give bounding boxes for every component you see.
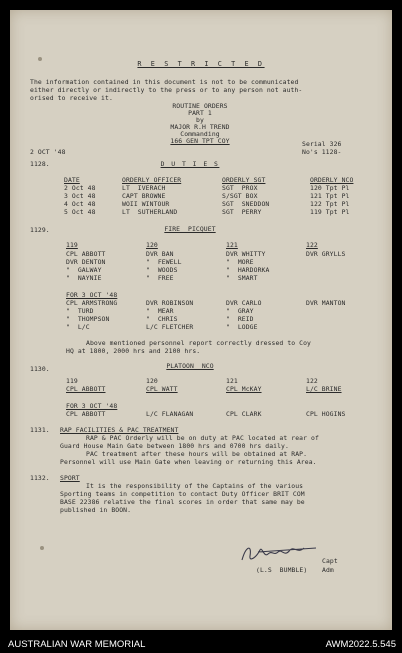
section-title-rap: RAP FACILITIES & PAC TREATMENT — [60, 426, 179, 434]
nco-name: L/C BRINE — [306, 385, 342, 393]
picquet-name: " REID — [226, 315, 254, 323]
picquet-name: " GRAY — [226, 307, 254, 315]
picquet-name: DVR ROBINSON — [146, 299, 194, 307]
nco-name: CPL McKAY — [226, 385, 262, 393]
picquet-name: " FREE — [146, 274, 174, 282]
col-header: ORDERLY NCO — [310, 176, 354, 184]
section-number: 1130. — [30, 365, 50, 373]
section-number: 1131. — [30, 426, 50, 434]
platoon-number: 120 — [146, 241, 158, 249]
platoon-number: 119 — [66, 377, 78, 385]
section-title-platoon-nco: PLATOON NCO — [166, 362, 214, 370]
signature-role: Adm — [322, 566, 334, 574]
picquet-name: " MEAR — [146, 307, 174, 315]
section-number: 1129. — [30, 226, 50, 234]
platoon-number: 122 — [306, 377, 318, 385]
picquet-name: DVR DENTON — [66, 258, 106, 266]
section-title-fire-picquet: FIRE PICQUET — [164, 225, 216, 233]
picquet-name: " L/C — [66, 323, 90, 331]
rap-text: RAP & PAC Orderly will be on duty at PAC located at rear of — [86, 434, 319, 442]
nco-name: CPL ABBOTT — [66, 385, 106, 393]
picquet-note: Above mentioned personnel report correctly dressed to Coy — [86, 339, 312, 347]
nco-name: CPL WATT — [146, 385, 178, 393]
picquet-name: " FEWELL — [146, 258, 182, 266]
platoon-number: 119 — [66, 241, 78, 249]
order-date: 2 OCT '48 — [30, 148, 66, 156]
picquet-name: " TURD — [66, 307, 94, 315]
footer-accession-id: AWM2022.5.545 — [325, 639, 396, 650]
picquet-name: DVR GRYLLS — [306, 250, 346, 258]
picquet-name: " WOODS — [146, 266, 178, 274]
classification: R E S T R I C T E D — [137, 60, 265, 68]
serial-number: Serial 326 — [302, 140, 342, 148]
section-number: 1132. — [30, 474, 50, 482]
section-title-sport: SPORT — [60, 474, 80, 482]
signature-name: (L.S BUMBLE) — [256, 566, 308, 574]
sub-date: FOR 3 OCT '48 — [66, 402, 118, 410]
picquet-name: " SMART — [226, 274, 258, 282]
footer-institution: AUSTRALIAN WAR MEMORIAL — [8, 639, 146, 650]
picquet-name: CPL ABBOTT — [66, 250, 106, 258]
picquet-note: HQ at 1800, 2000 hrs and 2100 hrs. — [66, 347, 201, 355]
picquet-name: DVR BAN — [146, 250, 174, 258]
sport-text: Sporting teams in competition to contact Duty Officer BRIT COM — [60, 490, 305, 498]
duty-cell: LT SUTHERLAND — [122, 208, 178, 216]
duty-cell: 4 Oct 48 — [64, 200, 96, 208]
heading-line: ROUTINE ORDERS — [172, 102, 228, 110]
punch-hole — [40, 546, 44, 550]
picquet-name: " GALWAY — [66, 266, 102, 274]
duty-cell: 3 Oct 48 — [64, 192, 96, 200]
picquet-name: L/C FLETCHER — [146, 323, 194, 331]
sport-text: BASE 22386 relative the final scores in order that same may be — [60, 498, 305, 506]
platoon-number: 122 — [306, 241, 318, 249]
signature-rank: Capt — [322, 557, 338, 565]
duty-cell: S/SGT BOX — [222, 192, 258, 200]
unit-name: 166 GEN TPT COY — [170, 137, 230, 145]
notice-line: either directly or indirectly to the press or to any person not auth- — [30, 86, 303, 94]
heading-line: MAJOR R.H TREND — [170, 123, 230, 131]
duty-cell: CAPT BROWNE — [122, 192, 166, 200]
nco-name: CPL ABBOTT — [66, 410, 106, 418]
duty-cell: WOII WINTOUR — [122, 200, 170, 208]
duty-cell: LT IVERACH — [122, 184, 166, 192]
duty-cell: 121 Tpt Pl — [310, 192, 350, 200]
picquet-name: " CHRIS — [146, 315, 178, 323]
duty-cell: SGT SNEDDON — [222, 200, 270, 208]
picquet-name: CPL ARMSTRONG — [66, 299, 118, 307]
duty-cell: 122 Tpt Pl — [310, 200, 350, 208]
heading-line: by — [196, 116, 204, 124]
col-header: ORDERLY OFFICER — [122, 176, 182, 184]
picquet-name: " MORE — [226, 258, 254, 266]
sport-text: published in BOON. — [60, 506, 132, 514]
duty-cell: SGT PERRY — [222, 208, 262, 216]
col-header: DATE — [64, 176, 80, 184]
rap-text: Guard House Main Gate between 1800 hrs and 0700 hrs daily. — [60, 442, 289, 450]
nco-name: L/C FLANAGAN — [146, 410, 194, 418]
picquet-name: DVR MANTON — [306, 299, 346, 307]
picquet-name: DVR CARLO — [226, 299, 262, 307]
platoon-number: 121 — [226, 377, 238, 385]
rap-text: PAC treatment after these hours will be obtained at RAP. — [86, 450, 308, 458]
platoon-number: 120 — [146, 377, 158, 385]
nco-name: CPL HOGINS — [306, 410, 346, 418]
nco-name: CPL CLARK — [226, 410, 262, 418]
notice-line: The information contained in this document is not to be communicated — [30, 78, 299, 86]
sub-date: FOR 3 OCT '48 — [66, 291, 118, 299]
duty-cell: SGT PROX — [222, 184, 258, 192]
duty-cell: 119 Tpt Pl — [310, 208, 350, 216]
col-header: ORDERLY SGT — [222, 176, 266, 184]
picquet-name: " LODGE — [226, 323, 258, 331]
section-number: 1128. — [30, 160, 50, 168]
rap-text: Personnel will use Main Gate when leaving or returning this Area. — [60, 458, 317, 466]
duty-cell: 2 Oct 48 — [64, 184, 96, 192]
footer-bar — [0, 634, 402, 653]
picquet-name: DVR WHITTY — [226, 250, 266, 258]
section-title-duties: D U T I E S — [160, 160, 220, 168]
duty-cell: 120 Tpt Pl — [310, 184, 350, 192]
order-numbers: No's 1128- — [302, 148, 342, 156]
picquet-name: " HARDORKA — [226, 266, 270, 274]
heading-line: PART 1 — [188, 109, 212, 117]
handwritten-signature — [238, 538, 324, 566]
duty-cell: 5 Oct 48 — [64, 208, 96, 216]
picquet-name: " THOMPSON — [66, 315, 110, 323]
picquet-name: " NAYNIE — [66, 274, 102, 282]
platoon-number: 121 — [226, 241, 238, 249]
sport-text: It is the responsibility of the Captains of the various — [86, 482, 304, 490]
heading-line: Commanding — [180, 130, 220, 138]
notice-line: orised to receive it. — [30, 94, 113, 102]
